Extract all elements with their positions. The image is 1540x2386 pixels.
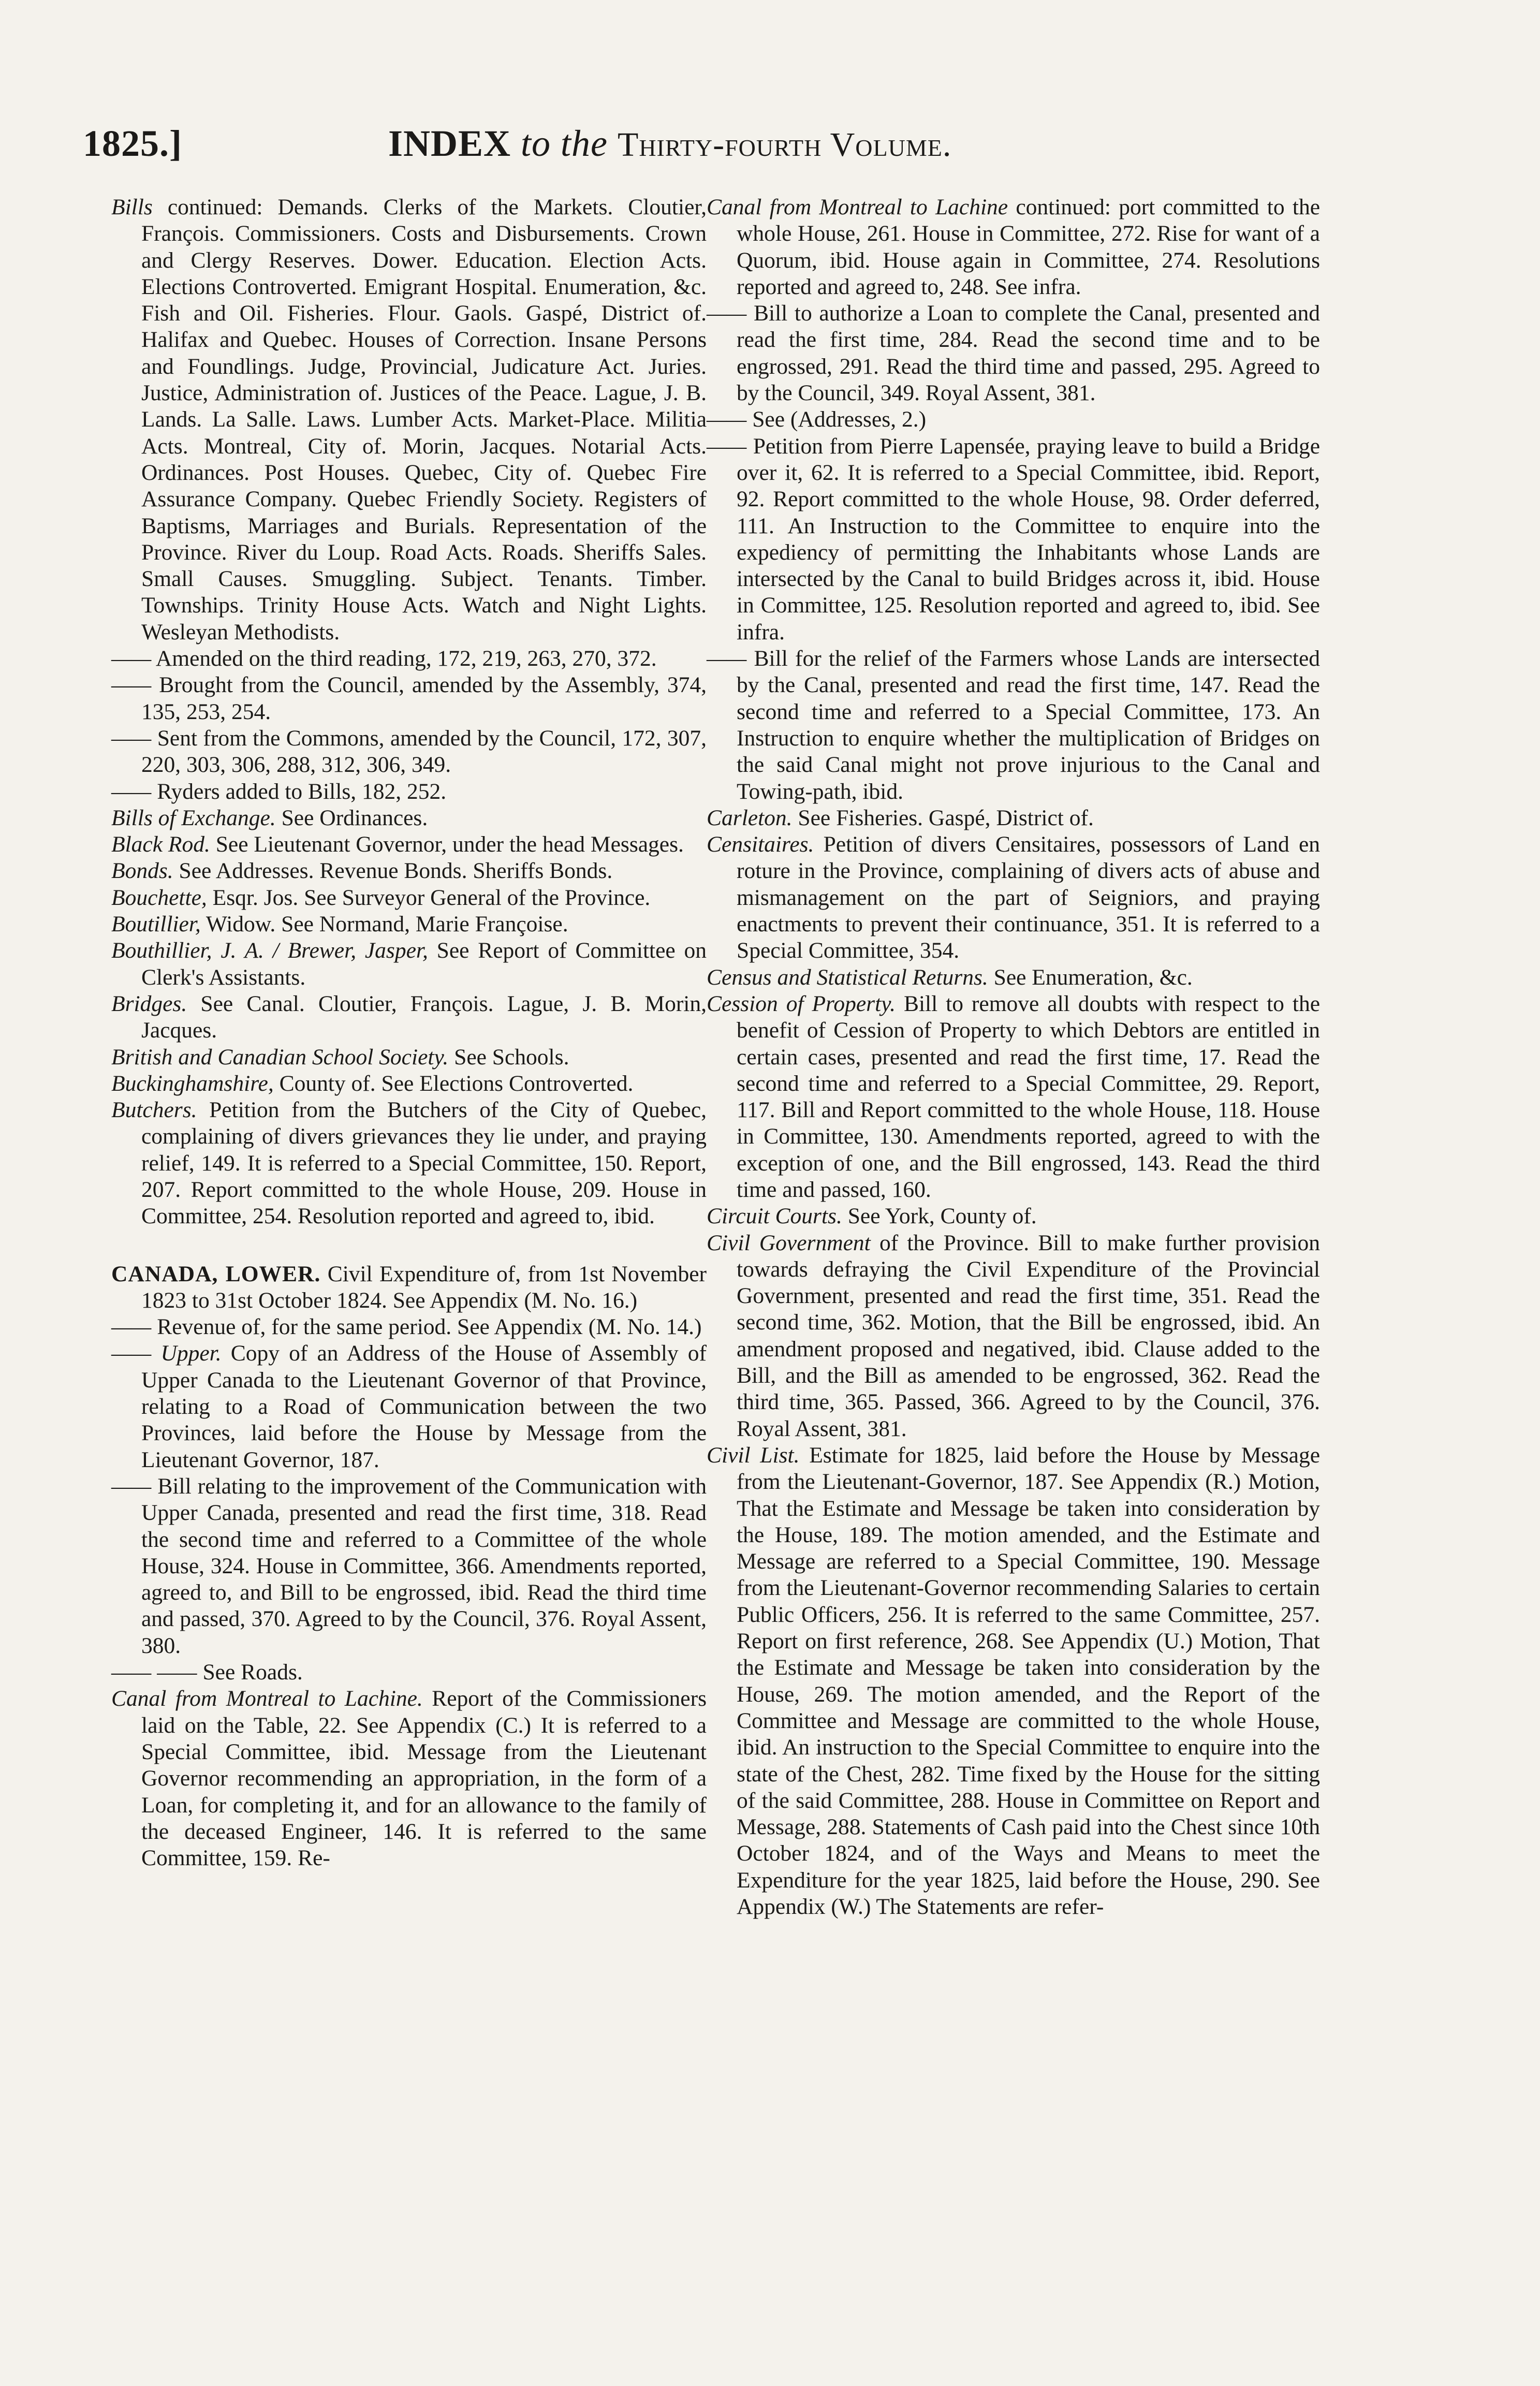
index-entry bbox=[111, 938, 707, 991]
entry-text: Esqr. Jos. See Surveyor General of the Province. bbox=[212, 885, 651, 910]
index-entry bbox=[111, 1097, 707, 1229]
index-entry bbox=[707, 300, 1320, 406]
entry-text: Bill to authorize a Loan to complete the Canal, presented and read the first time, 284. Read the second time and to be engrossed, 291. Read the third time and passed, 295. Agreed to by the Council, 349. Royal Assent, 381. bbox=[737, 301, 1320, 406]
index-entry bbox=[111, 1473, 707, 1659]
entry-text: Civil Expenditure of, from 1st November 1823 to 31st October 1824. See Appendix (M. No. 16.) bbox=[141, 1261, 707, 1313]
index-entry bbox=[707, 646, 1320, 805]
entry-head: Bouchette, bbox=[111, 885, 207, 910]
title-index: INDEX bbox=[388, 123, 511, 164]
entry-text: Petition from Pierre Lapensée, praying leave to build a Bridge over it, 62. It is referred to a Special Committee, ibid. Report, 92. Report committed to the whole House, 98. Order deferred, 111. An Instruction to the Committee to enquire into the expediency of permitting the Inhabitants whose Lands are intersected by the Canal to build Bridges across it, ibid. House in Committee, 125. Resolution reported and agreed to, ibid. See infra. bbox=[737, 433, 1321, 645]
index-entry bbox=[707, 1203, 1320, 1229]
entry-head: Canal from Montreal to Lachine. bbox=[111, 1686, 423, 1711]
entry-text: See Canal. Cloutier, François. Lague, J. B. Morin, Jacques. bbox=[141, 991, 707, 1043]
entry-head: Bills bbox=[111, 195, 153, 219]
entry-head: Boutillier, bbox=[111, 912, 201, 937]
entry-text: Amended on the third reading, 172, 219, 263, 270, 372. bbox=[155, 646, 657, 671]
index-entry bbox=[707, 805, 1320, 831]
entry-text: Petition of divers Censitaires, possessors of Land en roture in the Province, complaining of divers acts of abuse and mismanagement on the part of Seigniors, and praying enactments to prevent their continuance, 351. It is referred to a Special Committee, 354. bbox=[737, 832, 1321, 963]
left-column bbox=[111, 194, 707, 1871]
entry-text: See Roads. bbox=[202, 1660, 303, 1685]
index-entry bbox=[707, 406, 1320, 433]
index-entry bbox=[111, 805, 707, 831]
entry-head: —— bbox=[111, 1473, 152, 1499]
entry-text: Bill to remove all doubts with respect to the benefit of Cession of Property to which Debtors are entitled in certain cases, presented and read the first time, 17. Read the second time and referred to a Special Committee, 29. Report, 117. Bill and Report committed to the whole House, 118. House in Committee, 130. Amendments reported, agreed to with the exception of one, and the Bill engrossed, 143. Read the third time and passed, 160. bbox=[737, 991, 1321, 1202]
entry-text: Estimate for 1825, laid before the House by Message from the Lieutenant-Governor, 187. See Appendix (R.) Motion, That the Estimate and Message be taken into consideration by the House, 189. The motion amended, and the Estimate and Message are referred to a Special Committee, 190. Message from the Lieutenant-Governor recommending Salaries to certain Public Officers, 256. It is referred to the same Committee, 257. Report on first reference, 268. See Appendix (U.) Motion, That the Estimate and Message be taken into consideration by the House, 269. The motion amended, and the Report of the Committee and Message are committed to the whole House, ibid. An instruction to the Special Committee to enquire into the state of the Chest, 282. Time fixed by the House for the sitting of the said Committee, 288. House in Committee on Report and Message, 288. Statements of Cash paid into the Chest since 10th October 1824, and of the Ways and Means to meet the Expenditure for the year 1825, laid before the House, 290. See Appendix (W.) The Statements are refer- bbox=[737, 1442, 1321, 1919]
index-entry bbox=[111, 1340, 707, 1473]
entry-head: Bouthillier, J. A. / Brewer, Jasper, bbox=[111, 938, 428, 963]
entry-text: Ryders added to Bills, 182, 252. bbox=[157, 779, 447, 804]
entry-text: Bill for the relief of the Farmers whose Lands are intersected by the Canal, presented and read the first time, 147. Read the second time and referred to a Special Committee, 173. An Instruction to enquire whether the multiplication of Bridges on the said Canal might not prove injurious to the Canal and Towing-path, ibid. bbox=[737, 646, 1320, 804]
entry-text: Petition from the Butchers of the City of Quebec, complaining of divers grievances they lie under, and praying relief, 149. It is referred to a Special Committee, 150. Report, 207. Report committed to the whole House, 209. House in Committee, 254. Resolution reported and agreed to, ibid. bbox=[141, 1097, 707, 1229]
entry-head: Census and Statistical Returns. bbox=[707, 964, 988, 990]
entry-head: Bridges. bbox=[111, 991, 187, 1016]
entry-text: Report of the Commissioners laid on the Table, 22. See Appendix (C.) It is referred to a Special Committee, ibid. Message from the Lieutenant Governor recommending an appropriation, in the form of a Loan, for completing it, and for an allowance to the family of the deceased Engineer, 146. It is referred to the same Committee, 159. Re- bbox=[141, 1686, 707, 1871]
entry-text: Copy of an Address of the House of Assembly of Upper Canada to the Lieutenant Governor of that Province, relating to a Road of Communication between the two Provinces, laid before the House by Message from the Lieutenant Governor, 187. bbox=[141, 1341, 707, 1472]
entry-text: See Enumeration, &c. bbox=[993, 964, 1193, 990]
entry-text: of the Province. Bill to make further provision towards defraying the Civil Expenditure of the Provincial Government, presented and read the first time, 351. Read the second time, 362. Motion, that the Bill be engrossed, ibid. An amendment proposed and negatived, ibid. Clause added to the Bill, and the Bill as amended to be engrossed, 362. Read the third time, 365. Passed, 366. Agreed to by the Council, 376. Royal Assent, 381. bbox=[737, 1230, 1320, 1441]
entry-head: —— bbox=[707, 301, 747, 326]
index-entry bbox=[707, 433, 1320, 646]
entry-text: See York, County of. bbox=[847, 1204, 1037, 1229]
index-entry bbox=[111, 911, 707, 938]
entry-head: —— —— bbox=[111, 1660, 197, 1685]
index-entry bbox=[111, 858, 707, 884]
index-entry bbox=[111, 646, 707, 672]
page-title bbox=[388, 122, 951, 165]
entry-text: Revenue of, for the same period. See Appendix (M. No. 14.) bbox=[157, 1314, 702, 1340]
index-entry bbox=[707, 194, 1320, 300]
entry-head: Canal from Montreal to Lachine bbox=[707, 195, 1008, 219]
index-entry bbox=[111, 1314, 707, 1340]
index-entry bbox=[111, 991, 707, 1044]
entry-text: Bill relating to the improvement of the Communication with Upper Canada, presented and read the first time, 318. Read the second time and referred to a Committee of the whole House, 324. House in Committee, 366. Amendments reported, agreed to, and Bill to be engrossed, ibid. Read the third time and passed, 370. Agreed to by the Council, 376. Royal Assent, 380. bbox=[141, 1473, 707, 1658]
entry-text: continued: port committed to the whole House, 261. House in Committee, 272. Rise for want of a Quorum, ibid. House again in Committee, 274. Resolutions reported and agreed to, 248. See infra. bbox=[737, 195, 1320, 299]
title-to-the: to the bbox=[521, 123, 608, 164]
entry-head: Bills of Exchange. bbox=[111, 805, 276, 830]
index-entry bbox=[111, 725, 707, 779]
index-entry bbox=[707, 1442, 1320, 1920]
index-entry bbox=[111, 1686, 707, 1871]
entry-text: See Lieutenant Governor, under the head Messages. bbox=[215, 832, 684, 857]
entry-head: Butchers. bbox=[111, 1097, 197, 1123]
index-entry bbox=[111, 885, 707, 911]
entry-head: —— bbox=[111, 725, 152, 751]
entry-text: See Ordinances. bbox=[281, 805, 428, 830]
index-entry bbox=[111, 1071, 707, 1097]
entry-head: Buckinghamshire, bbox=[111, 1071, 274, 1096]
entry-head: Circuit Courts. bbox=[707, 1204, 842, 1229]
entry-text: Brought from the Council, amended by the Assembly, 374, 135, 253, 254. bbox=[141, 672, 707, 724]
index-entry bbox=[111, 672, 707, 725]
index-entry bbox=[111, 1044, 707, 1071]
entry-head: Cession of Property. bbox=[707, 991, 896, 1016]
entry-text: See Addresses. Revenue Bonds. Sheriffs Bonds. bbox=[179, 858, 613, 884]
entry-head: —— bbox=[707, 433, 747, 459]
entry-head: Black Rod. bbox=[111, 832, 210, 857]
entry-head: Civil Government bbox=[707, 1230, 871, 1255]
entry-head: Bonds. bbox=[111, 858, 173, 884]
index-entry bbox=[707, 991, 1320, 1203]
entry-head: Censitaires. bbox=[707, 832, 814, 857]
title-volume: Thirty-fourth Volume. bbox=[618, 126, 952, 164]
entry-text: See Fisheries. Gaspé, District of. bbox=[798, 805, 1094, 830]
page-header bbox=[0, 122, 1540, 179]
page-year: 1825.] bbox=[83, 123, 182, 164]
entry-head: —— bbox=[111, 646, 152, 671]
entry-head: —— bbox=[111, 779, 152, 804]
entry-head: —— bbox=[707, 646, 747, 671]
entry-head: CANADA, LOWER. bbox=[111, 1261, 321, 1286]
entry-head: Carleton. bbox=[707, 805, 793, 830]
index-entry bbox=[707, 831, 1320, 964]
index-entry bbox=[707, 1230, 1320, 1442]
entry-text: See Report of Committee on Clerk's Assistants. bbox=[141, 938, 707, 990]
index-entry bbox=[111, 194, 707, 646]
entry-text: Widow. See Normand, Marie Françoise. bbox=[206, 912, 568, 937]
right-column bbox=[707, 194, 1320, 1920]
entry-head: —— bbox=[111, 1314, 152, 1340]
entry-text: See (Addresses, 2.) bbox=[752, 407, 927, 432]
entry-head: —— bbox=[111, 672, 152, 698]
index-entry bbox=[707, 964, 1320, 991]
entry-text: County of. See Elections Controverted. bbox=[279, 1071, 634, 1096]
index-entry bbox=[111, 779, 707, 805]
entry-text: Sent from the Commons, amended by the Council, 172, 307, 220, 303, 306, 288, 312, 306, 349. bbox=[141, 725, 707, 778]
entry-text: continued: Demands. Clerks of the Markets. Cloutier, François. Commissioners. Costs and Disbursements. Crown and Clergy Reserves. Dower. Education. Election Acts. Elections Controverted. Emigrant Hospital. Enumeration, &c. Fish and Oil. Fisheries. Flour. Gaols. Gaspé, District of. Halifax and Quebec. Houses of Correction. Insane Persons and Foundlings. Judge, Provincial, Judicature Act. Juries. Justice, Administration of. Justices of the Peace. Lague, J. B. Lands. La Salle. Laws. Lumber Acts. Market-Place. Militia Acts. Montreal, City of. Morin, Jacques. Notarial Acts. Ordinances. Post Houses. Quebec, City of. Quebec Fire Assurance Company. Quebec Friendly Society. Registers of Baptisms, Marriages and Burials. Representation of the Province. River du Loup. Road Acts. Roads. Sheriffs Sales. Small Causes. Smuggling. Subject. Tenants. Timber. Townships. Trinity House Acts. Watch and Night Lights. Wesleyan Methodists. bbox=[141, 195, 707, 645]
entry-head: —— Upper. bbox=[111, 1341, 222, 1366]
index-entry bbox=[111, 1261, 707, 1314]
entry-head: —— bbox=[707, 407, 747, 432]
entry-text: See Schools. bbox=[454, 1044, 569, 1070]
entry-head: British and Canadian School Society. bbox=[111, 1044, 449, 1070]
entry-head: Civil List. bbox=[707, 1442, 800, 1468]
index-entry bbox=[111, 1659, 707, 1686]
index-entry bbox=[111, 831, 707, 858]
